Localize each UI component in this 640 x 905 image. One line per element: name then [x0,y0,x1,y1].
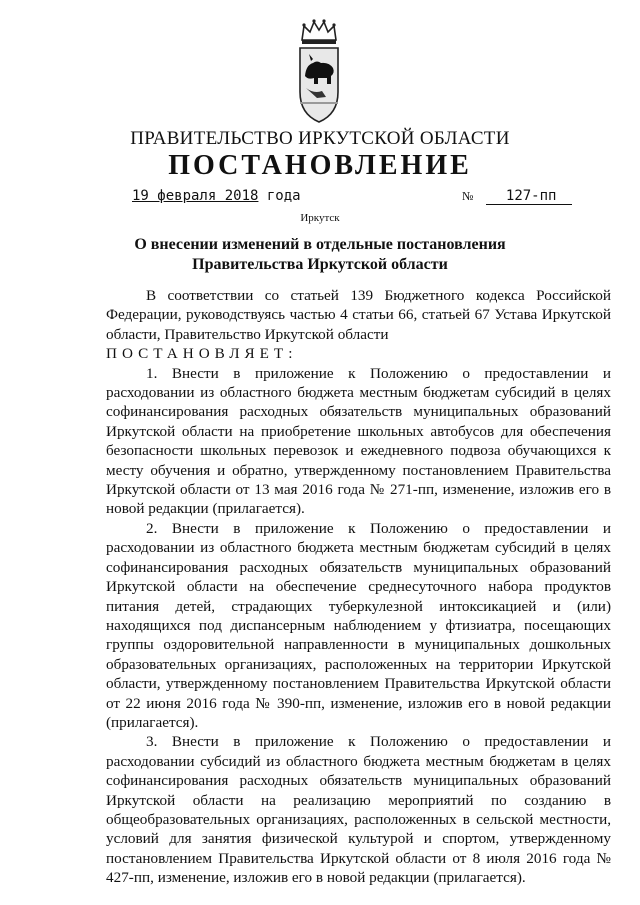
preamble-paragraph: В соответствии со статьей 139 Бюджетного кодекса Российской Федерации, руководствуясь частью 4 статьи 66, статьей 67 Устава Иркутской области, Правительство Иркутской области [106,287,611,343]
item-paragraph-3: 3. Внести в приложение к Положению о предоставлении и расходовании субсидий из областного бюджета местным бюджетам в целях софинансирования расходных обязательств муниципальных образований Иркутской области на реализацию мероприятий по созданию в общеобразовательных организациях, расположенных в сельской местности, условий для занятия физической культурой и спортом, утвержденному постановлением Правительства Иркутской области от 8 июля 2016 года № 427-пп, изменение, изложив его в новой редакции (прилагается). [106,733,611,887]
date-suffix: года [266,188,301,204]
date-value: 19 февраля 2018 [132,188,259,204]
number-value: 127-пп [486,188,572,205]
item-paragraph-1: 1. Внести в приложение к Положению о предоставлении и расходовании из областного бюджета местным бюджетам субсидий в целях софинансирования расходных обязательств муниципальных образований Иркутской области на приобретение школьных автобусов для обеспечения безопасности школьных перевозок и ежедневного подвоза обучающихся к месту обучения и обратно, утвержденному постановлением Правительства Иркутской области от 13 мая 2016 года № 271-пп, изменение, изложив его в новой редакции (прилагается). [106,364,611,518]
document-type: ПОСТАНОВЛЕНИЕ [168,150,472,181]
city: Иркутск [300,212,340,224]
document-body [106,286,611,888]
document-date [132,188,301,204]
document-number [462,188,572,205]
number-sign: № [462,189,474,203]
document-title: О внесении изменений в отдельные постановления Правительства Иркутской области [134,236,506,273]
item-paragraph-2: 2. Внести в приложение к Положению о предоставлении и расходовании из областного бюджета местным бюджетам субсидий в целях софинансирования расходных обязательств муниципальных образований Иркутской области на обеспечение среднесуточного набора продуктов питания детей, страдающих туберкулезной интоксикацией и (или) находящихся под диспансерным наблюдением у фтизиатра, посещающих группы оздоровительной направленности в муниципальных дошкольных образовательных организациях, расположенных на территории Иркутской области, утвержденному постановлением Правительства Иркутской области от 22 июня 2016 года № 390-пп, изменение, изложив его в новой редакции (прилагается). [106,519,611,731]
coat-of-arms-emblem [296,18,342,126]
government-name: ПРАВИТЕЛЬСТВО ИРКУТСКОЙ ОБЛАСТИ [130,128,510,149]
resolves-heading: ПОСТАНОВЛЯЕТ: [106,345,298,363]
